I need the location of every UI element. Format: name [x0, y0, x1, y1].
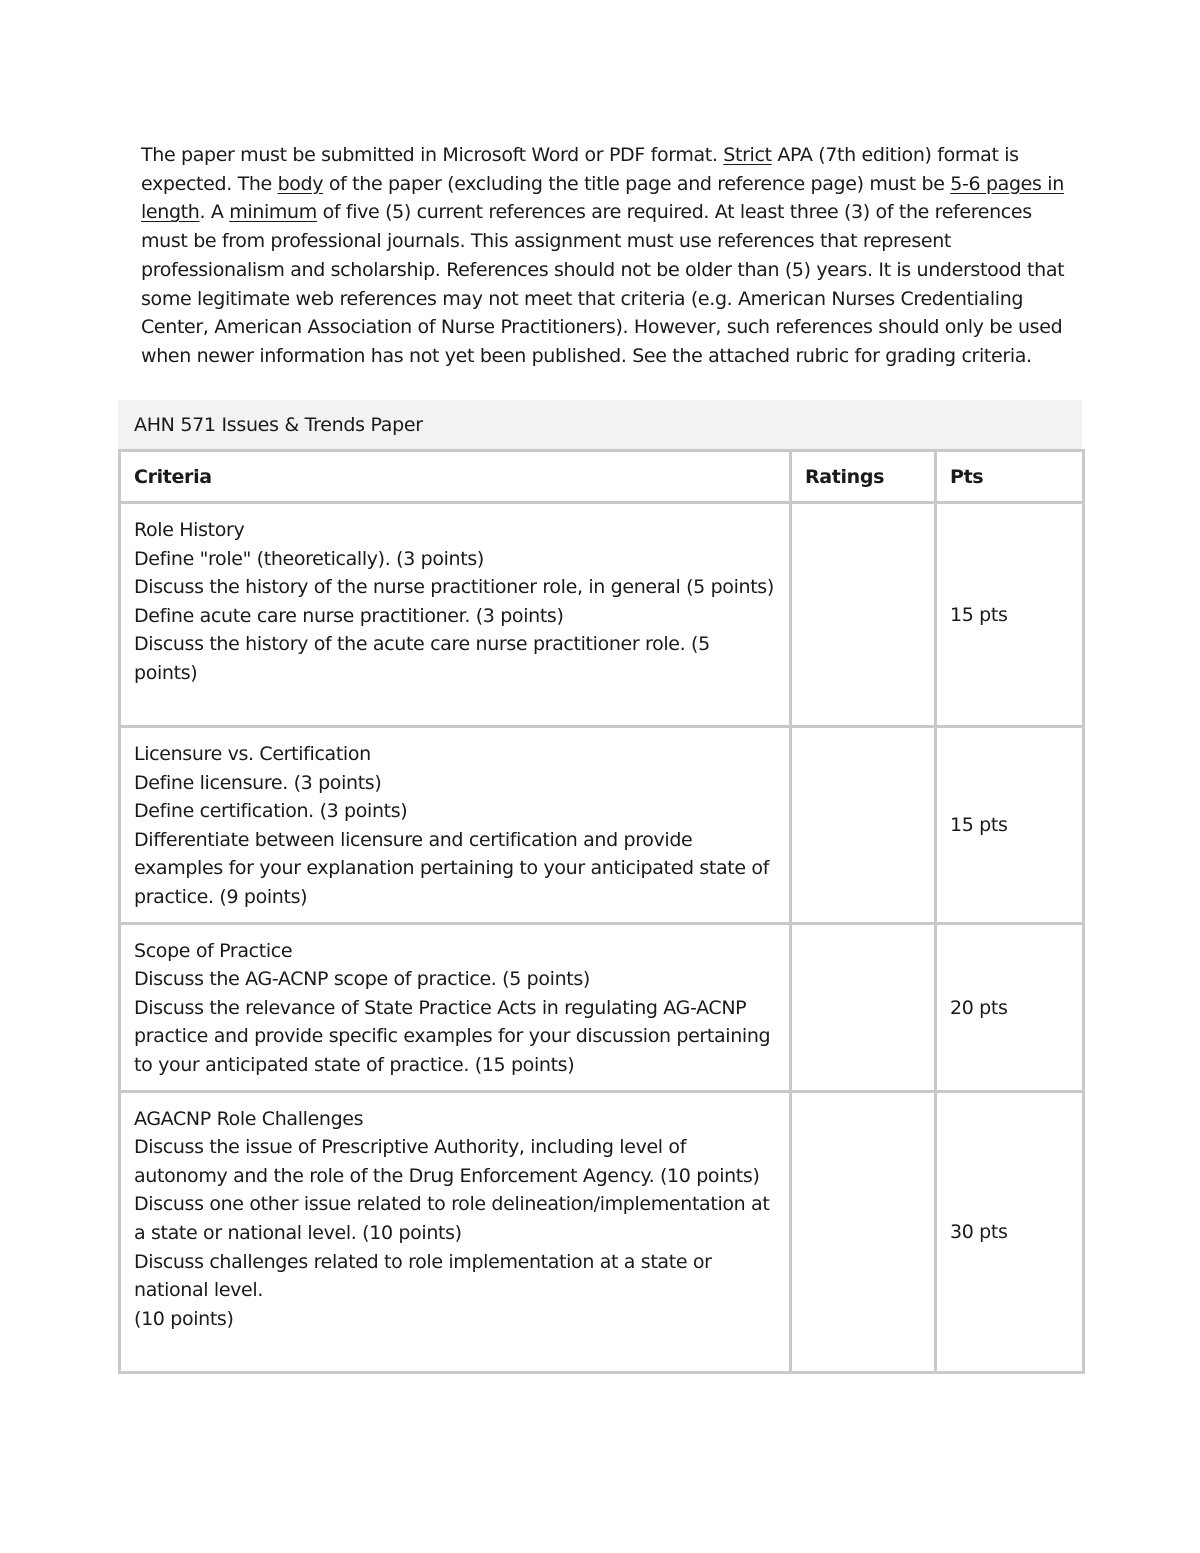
criteria-line: Discuss the history of the acute care nurse practitioner role. (5 points) [134, 633, 710, 684]
criteria-title: Role History [134, 519, 245, 541]
criteria-line: (10 points) [134, 1307, 234, 1330]
criteria-cell [120, 923, 791, 1091]
assignment-instructions [141, 141, 1071, 371]
criteria-cell [120, 503, 791, 727]
header-pts: Pts [936, 451, 1084, 503]
criteria-line: Discuss the history of the nurse practitioner role, in general (5 points) [134, 576, 774, 599]
criteria-line: Differentiate between licensure and certification and provide examples for your explanation pertaining to your anticipated state of practice. (9 points) [134, 828, 770, 908]
header-ratings: Ratings [791, 451, 936, 503]
header-criteria: Criteria [120, 451, 791, 503]
criteria-line: Discuss the AG-ACNP scope of practice. (5 points) [134, 968, 590, 991]
pts-cell: 15 pts [936, 503, 1084, 727]
intro-text-4: . A [199, 201, 230, 224]
pts-cell: 30 pts [936, 1091, 1084, 1372]
table-row [120, 727, 1084, 924]
criteria-title: AGACNP Role Challenges [134, 1107, 364, 1130]
criteria-line: Discuss challenges related to role implementation at a state or national level. [134, 1250, 712, 1302]
criteria-line: Define certification. (3 points) [134, 800, 408, 823]
intro-underline-length: 5-6 pages in length [141, 172, 1064, 224]
ratings-cell [791, 1091, 936, 1372]
table-row [120, 1091, 1084, 1372]
criteria-line: Define "role" (theoretically). (3 points) [134, 547, 484, 570]
criteria-line: Define licensure. (3 points) [134, 771, 382, 794]
intro-underline-minimum: minimum [229, 201, 317, 224]
rubric-caption: AHN 571 Issues & Trends Paper [118, 400, 1082, 450]
criteria-cell [120, 727, 791, 924]
ratings-cell [791, 503, 936, 727]
intro-text-1: The paper must be submitted in Microsoft Word or PDF format. [141, 144, 724, 166]
pts-cell: 20 pts [936, 923, 1084, 1091]
intro-underline-strict: Strict [723, 144, 772, 166]
ratings-cell [791, 923, 936, 1091]
intro-text-5: of five (5) current references are required. At least three (3) of the references must be from professional journals. This assignment must use references that represent professionalism and scholarship. References should not be older than (5) years. It is understood that some legitimate web references may not meet that criteria (e.g. American Nurses Credentialing Center, American Association of Nurse Practitioners). However, such references should only be used when newer information has not yet been published. See the attached rubric for grading criteria. [141, 201, 1065, 367]
criteria-line: Discuss the issue of Prescriptive Authority, including level of autonomy and the role of the Drug Enforcement Agency. (10 points) [134, 1136, 760, 1187]
criteria-line: Discuss one other issue related to role delineation/implementation at a state or national level. (10 points) [134, 1193, 770, 1244]
criteria-title: Scope of Practice [134, 939, 293, 962]
rubric-header-row [120, 451, 1084, 503]
intro-text-2: APA (7th edition) format is expected. The [141, 144, 1019, 195]
table-row [120, 923, 1084, 1091]
ratings-cell [791, 727, 936, 924]
intro-underline-body: body [277, 172, 324, 195]
intro-text-3: of the paper (excluding the title page and reference page) must be [323, 172, 951, 195]
table-row [120, 503, 1084, 727]
criteria-cell [120, 1091, 791, 1372]
pts-cell: 15 pts [936, 727, 1084, 924]
criteria-title: Licensure vs. Certification [134, 743, 371, 765]
rubric-table [118, 449, 1085, 1374]
criteria-line: Define acute care nurse practitioner. (3 points) [134, 604, 564, 627]
criteria-line: Discuss the relevance of State Practice Acts in regulating AG-ACNP practice and provide specific examples for your discussion pertaining to your anticipated state of practice. (15 points) [134, 996, 771, 1076]
